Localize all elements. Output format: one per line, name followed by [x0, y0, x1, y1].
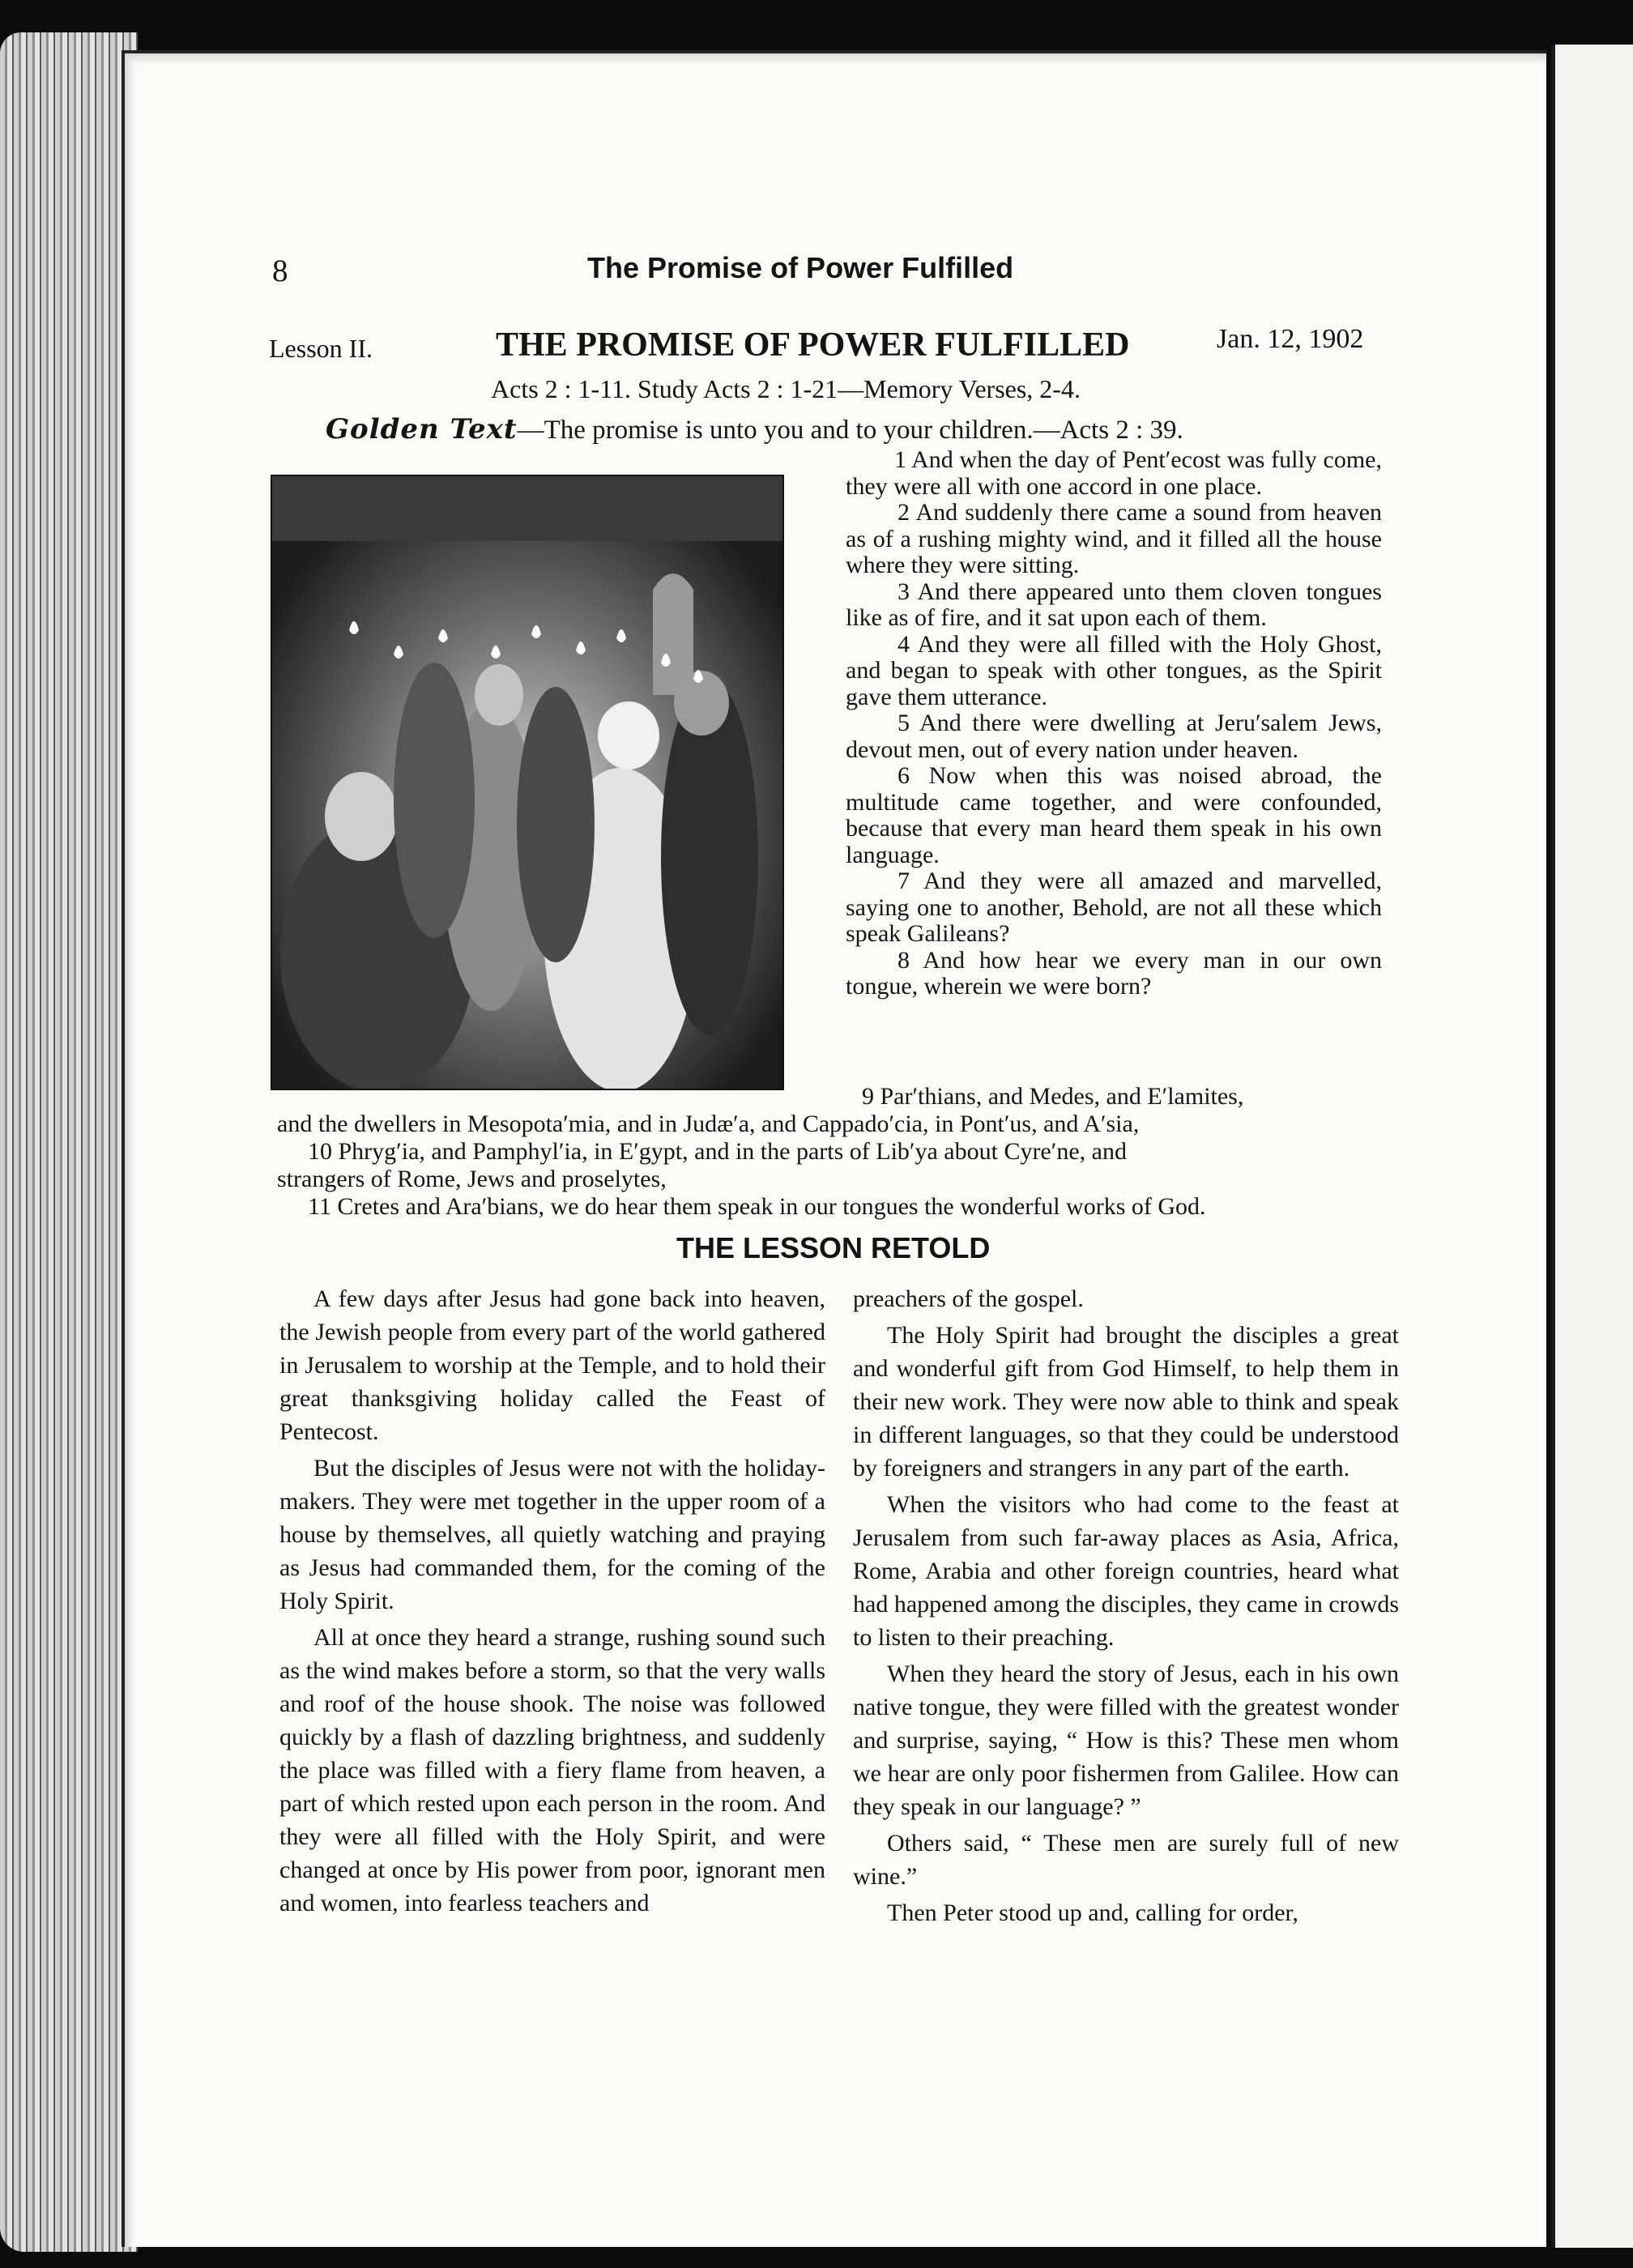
retold-paragraph: All at once they heard a strange, rushing sound such as the wind makes before a storm, so that the very walls and roof of the house shook. The noise was followed quickly by a flash of dazzling brightness, and suddenly the place was filled with a fiery flame from heaven, a part of which rested upon each person in the room. And they were all filled with the Holy Spirit, and were changed at once by His power from poor, ignorant men and women, into fearless teachers and — [279, 1624, 825, 1916]
verse-5: 5 And there were dwelling at Jeru′salem Jews, devout men, out of every nation under heaven. — [846, 710, 1382, 763]
golden-text — [326, 413, 1183, 446]
facing-page — [1551, 45, 1633, 2248]
retold-paragraph: But the disciples of Jesus were not with the holiday-makers. They were met together in the upper room of a house by themselves, all quietly watching and praying as Jesus had commanded them, for the coming of the Holy Spirit. — [279, 1455, 825, 1614]
retold-paragraph: Then Peter stood up and, calling for order, — [887, 1899, 1298, 1926]
verse-10-start: 10 Phryg′ia, and Pamphyl′ia, in E′gypt, and in the parts of Lib′ya about Cyre′ne, and — [308, 1138, 1127, 1165]
lesson-date: Jan. 12, 1902 — [1217, 324, 1364, 354]
illustration-icon — [272, 476, 782, 1089]
golden-text-body: —The promise is unto you and to your children.—Acts 2 : 39. — [517, 416, 1183, 445]
verse-3: 3 And there appeared unto them cloven tongues like as of fire, and it sat upon each of them. — [846, 578, 1382, 631]
verse-8: 8 And how hear we every man in our own tongue, wherein we were born? — [846, 946, 1382, 1000]
retold-right-column — [853, 1282, 1399, 1933]
retold-paragraph: When the visitors who had come to the feast at Jerusalem from such far-away places as Asia, Africa, Rome, Arabia and other foreign countries, heard what had happened among the disciples, they came in crowds to listen to their preaching. — [853, 1491, 1399, 1651]
section-heading: THE LESSON RETOLD — [676, 1231, 991, 1264]
verse-9-start: 9 Par′thians, and Medes, and E′lamites, — [862, 1083, 1244, 1110]
verse-6: 6 Now when this was noised abroad, the multitude came together, and were confounded, because that every man heard them speak in his own language. — [846, 762, 1382, 868]
verse-4: 4 And they were all filled with the Holy Ghost, and began to speak with other tongues, as the Spirit gave them utterance. — [846, 630, 1382, 710]
scripture-reference: Acts 2 : 1-11. Study Acts 2 : 1-21—Memory Verses, 2-4. — [491, 374, 1081, 403]
retold-paragraph: When they heard the story of Jesus, each in his own native tongue, they were filled with the greatest wonder and surprise, saying, “ How is this? These men whom we hear are only poor fishermen from Galilee. How can they speak in our language? ” — [853, 1660, 1399, 1820]
verse-2: 2 And suddenly there came a sound from heaven as of a rushing mighty wind, and it filled all the house where they were sitting. — [846, 499, 1382, 578]
verses-column — [846, 447, 1382, 1000]
golden-text-label: Golden Text — [326, 413, 518, 446]
retold-paragraph: A few days after Jesus had gone back into heaven, the Jewish people from every part of the world gathered in Jerusalem to worship at the Temple, and to hold their great thanksgiving holiday called the Feast of Pentecost. — [279, 1285, 825, 1445]
lesson-number: Lesson II. — [269, 334, 373, 363]
retold-paragraph: Others said, “ These men are surely full of new wine.” — [853, 1830, 1399, 1890]
book-page-edges — [0, 32, 138, 2252]
verse-9-end: and the dwellers in Mesopota′mia, and in Judæ′a, and Cappado′cia, in Pont′us, and A′sia, — [277, 1111, 1140, 1137]
verse-1: 1 And when the day of Pent′ecost was fully come, they were all with one accord in one place. — [846, 446, 1382, 500]
retold-paragraph: The Holy Spirit had brought the disciples a great and wonderful gift from God Himself, to help them in their new work. They were now able to think and speak in different languages, so that they could be understood by foreigners and strangers in any part of the earth. — [853, 1322, 1399, 1481]
verses-full-width — [277, 1083, 1385, 1221]
page-number: 8 — [272, 254, 288, 288]
retold-continuation: preachers of the gospel. — [853, 1285, 1084, 1312]
running-title: The Promise of Power Fulfilled — [587, 251, 1014, 284]
verse-10-end: strangers of Rome, Jews and proselytes, — [277, 1166, 667, 1192]
pentecost-illustration — [271, 475, 784, 1090]
retold-left-column — [279, 1282, 825, 1923]
verse-11: 11 Cretes and Ara′bians, we do hear them speak in our tongues the wonderful works of God. — [308, 1193, 1206, 1220]
lesson-title: THE PROMISE OF POWER FULFILLED — [496, 326, 1130, 364]
verse-7: 7 And they were all amazed and marvelled, saying one to another, Behold, are not all these which speak Galileans? — [846, 868, 1382, 947]
